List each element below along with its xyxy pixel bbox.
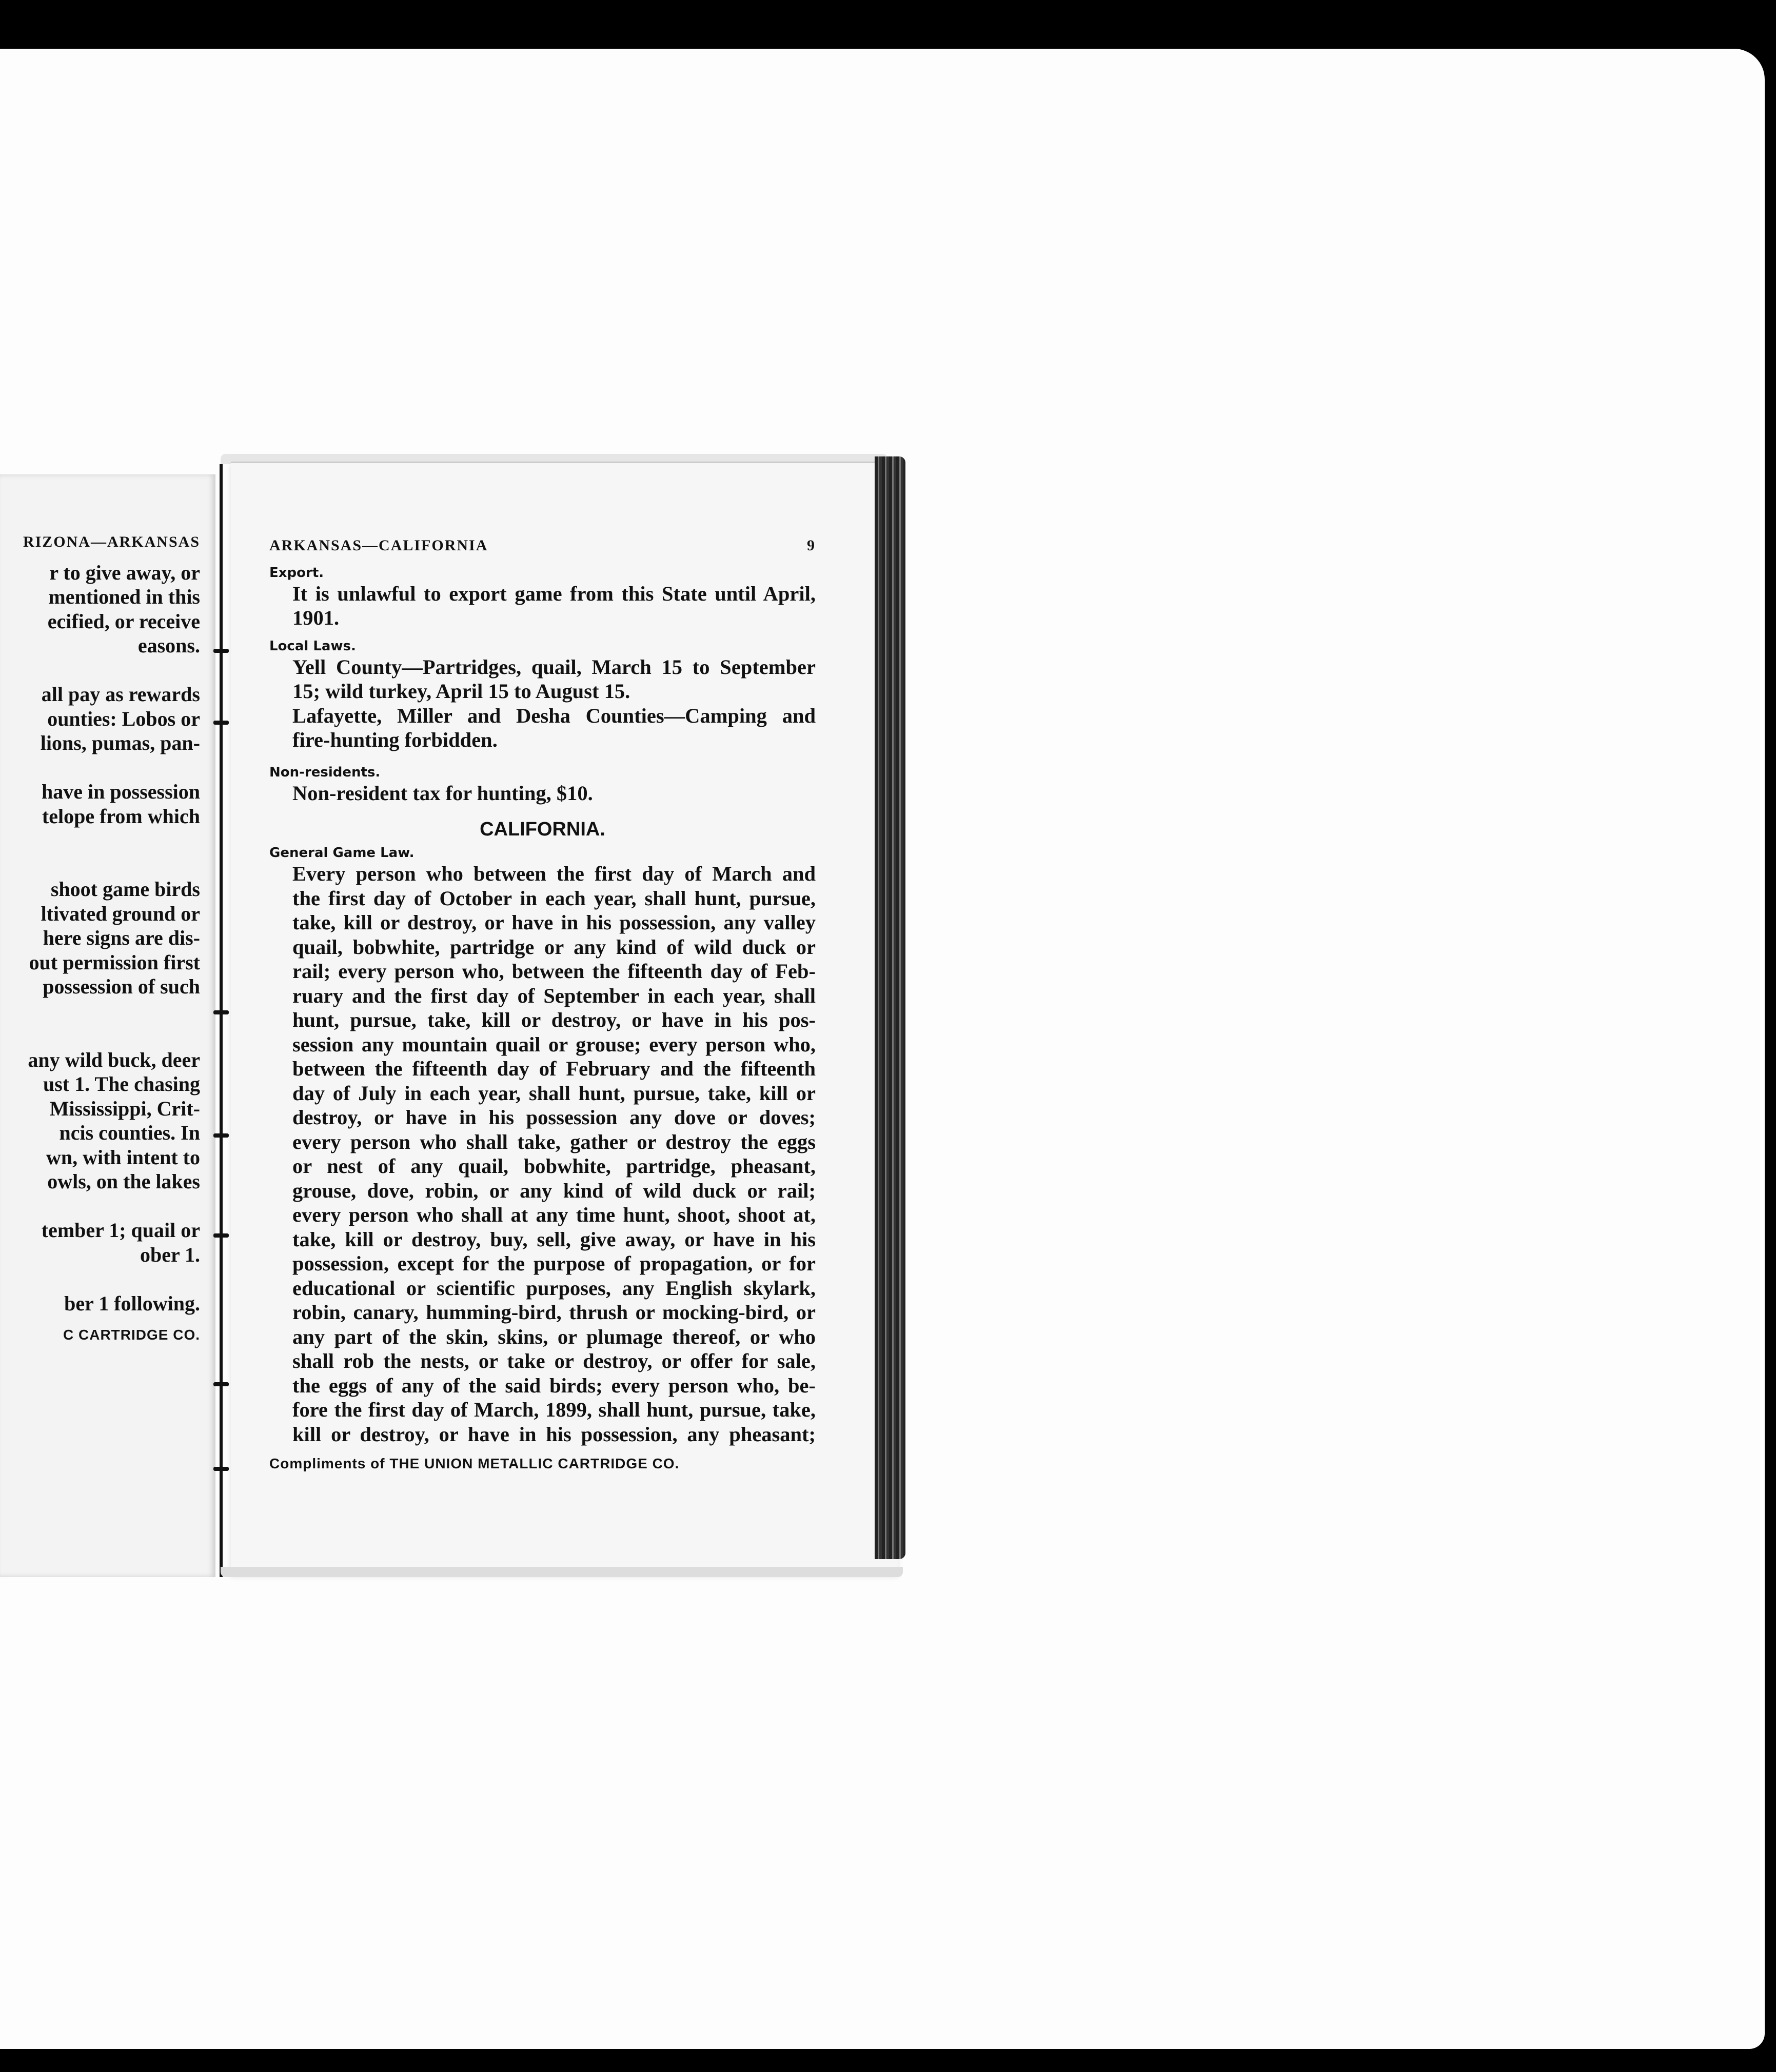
text-line: between the fifteenth day of February and the fifteenth bbox=[292, 1057, 816, 1080]
general-law-paragraph bbox=[269, 862, 816, 1446]
left-text-fragment: r to give away, or bbox=[49, 561, 200, 584]
left-text-fragment bbox=[0, 755, 200, 780]
general-law-heading: General Game Law. bbox=[269, 845, 415, 861]
page-footer: Compliments of THE UNION METALLIC CARTRIDGE CO. bbox=[269, 1456, 680, 1471]
text-line: hunt, pursue, take, kill or destroy, or have in his pos- bbox=[292, 1008, 816, 1031]
left-page-footer: C CARTRIDGE CO. bbox=[63, 1327, 200, 1343]
spine-line bbox=[220, 464, 223, 1577]
binding-stitch bbox=[213, 1133, 229, 1138]
left-text-fragment: ber 1 following. bbox=[64, 1291, 200, 1315]
right-page-text bbox=[269, 533, 816, 1476]
text-line: take, kill or destroy, or have in his possession, any valley bbox=[292, 911, 816, 934]
left-text-fragment: here signs are dis- bbox=[43, 926, 200, 949]
text-line: session any mountain quail or grouse; every person who, bbox=[292, 1032, 816, 1056]
binding-stitch bbox=[213, 649, 229, 653]
text-line: educational or scientific purposes, any English skylark, bbox=[292, 1276, 816, 1300]
left-text-fragment: have in possession bbox=[42, 780, 200, 803]
left-page-text bbox=[0, 474, 200, 1347]
left-running-head: RIZONA—ARKANSAS bbox=[23, 533, 200, 550]
left-text-fragment: possession of such bbox=[43, 975, 200, 998]
left-text-fragment: owls, on the lakes bbox=[47, 1170, 200, 1193]
left-text-fragment bbox=[0, 1194, 200, 1219]
text-line: every person who shall take, gather or destroy the eggs bbox=[292, 1130, 816, 1153]
left-text-fragment: ncis counties. In bbox=[59, 1121, 200, 1144]
binding-stitch bbox=[213, 721, 229, 725]
left-text-fragment bbox=[0, 1023, 200, 1048]
left-text-fragment: tember 1; quail or bbox=[41, 1219, 200, 1242]
text-line: 15; wild turkey, April 15 to August 15. bbox=[292, 680, 630, 703]
left-text-fragment: easons. bbox=[137, 634, 200, 657]
left-page bbox=[0, 474, 215, 1577]
text-line: quail, bobwhite, partridge or any kind of wild duck or bbox=[292, 935, 816, 959]
text-line: 1901. bbox=[292, 606, 340, 629]
text-line: the first day of October in each year, shall hunt, pursue, bbox=[292, 886, 816, 910]
left-text-fragment: out permission first bbox=[29, 950, 200, 974]
text-line: fore the first day of March, 1899, shall hunt, pursue, take, bbox=[292, 1398, 816, 1421]
left-text-fragment: ust 1. The chasing bbox=[43, 1072, 200, 1095]
left-text-fragment: ecified, or receive bbox=[47, 609, 200, 633]
export-paragraph bbox=[269, 582, 816, 630]
binding-stitch bbox=[213, 1467, 229, 1471]
page-number: 9 bbox=[807, 537, 816, 554]
nonresidents-paragraph bbox=[269, 781, 816, 806]
text-line: possession, except for the purpose of propagation, or for bbox=[292, 1252, 816, 1275]
text-line: every person who shall at any time hunt, shoot, shoot at, bbox=[292, 1203, 816, 1226]
left-text-fragment bbox=[0, 658, 200, 683]
text-line: take, kill or destroy, buy, sell, give away, or have in his bbox=[292, 1227, 816, 1251]
left-text-fragment: shoot game birds bbox=[50, 878, 200, 901]
left-text-fragment bbox=[0, 999, 200, 1024]
text-line: or nest of any quail, bobwhite, partridge, pheasant, bbox=[292, 1154, 816, 1178]
left-text-fragment: telope from which bbox=[42, 804, 200, 828]
left-text-fragment: ltivated ground or bbox=[41, 902, 200, 925]
text-line: Lafayette, Miller and Desha Counties—Camping and bbox=[292, 704, 816, 727]
binding-stitch bbox=[213, 1382, 229, 1386]
text-line: destroy, or have in his possession any dove or doves; bbox=[292, 1106, 816, 1129]
text-line: grouse, dove, robin, or any kind of wild duck or rail; bbox=[292, 1179, 816, 1202]
running-head-title: ARKANSAS—CALIFORNIA bbox=[269, 537, 488, 554]
text-line: day of July in each year, shall hunt, pursue, take, kill or bbox=[292, 1081, 816, 1105]
left-text-fragment bbox=[0, 828, 200, 853]
text-line: It is unlawful to export game from this State until April, bbox=[292, 582, 816, 605]
left-text-fragment bbox=[0, 853, 200, 878]
running-head bbox=[269, 533, 816, 558]
local-laws-heading: Local Laws. bbox=[269, 638, 356, 654]
text-line: ruary and the first day of September in each year, shall bbox=[292, 984, 816, 1007]
text-line: robin, canary, humming-bird, thrush or mocking-bird, or bbox=[292, 1301, 816, 1324]
local-laws-paragraph bbox=[269, 655, 816, 752]
book-gutter bbox=[210, 464, 231, 1577]
text-line: the eggs of any of the said birds; every person who, be- bbox=[292, 1373, 816, 1397]
left-text-fragment: Mississippi, Crit- bbox=[49, 1097, 200, 1120]
binding-stitch bbox=[213, 1233, 229, 1238]
left-text-fragment: ober 1. bbox=[140, 1243, 200, 1266]
left-text-fragment: lions, pumas, pan- bbox=[40, 731, 200, 754]
page-edges bbox=[875, 456, 905, 1559]
left-text-fragment: mentioned in this bbox=[48, 585, 200, 608]
text-line: Non-resident tax for hunting, $10. bbox=[292, 781, 593, 805]
text-line: Every person who between the first day of March and bbox=[292, 862, 816, 885]
text-line: kill or destroy, or have in his possession, any pheasant; bbox=[292, 1422, 816, 1446]
left-text-fragment: all pay as rewards bbox=[41, 683, 200, 706]
text-line: fire-hunting forbidden. bbox=[292, 728, 498, 751]
left-text-fragment: any wild buck, deer bbox=[28, 1048, 200, 1071]
cover-edge-bottom bbox=[221, 1567, 903, 1577]
text-line: any part of the skin, skins, or plumage thereof, or who bbox=[292, 1325, 816, 1348]
export-heading: Export. bbox=[269, 565, 324, 581]
left-text-fragment bbox=[0, 1267, 200, 1291]
text-line: Yell County—Partridges, quail, March 15 to September bbox=[292, 655, 816, 679]
text-line: rail; every person who, between the fifteenth day of Feb- bbox=[292, 960, 816, 983]
section-title: CALIFORNIA. bbox=[480, 819, 605, 840]
left-text-fragment: wn, with intent to bbox=[46, 1145, 200, 1169]
text-line: shall rob the nests, or take or destroy, or offer for sale, bbox=[292, 1349, 816, 1372]
nonresidents-heading: Non-residents. bbox=[269, 764, 381, 780]
binding-stitch bbox=[213, 1010, 229, 1014]
left-text-fragment: ounties: Lobos or bbox=[47, 707, 200, 730]
